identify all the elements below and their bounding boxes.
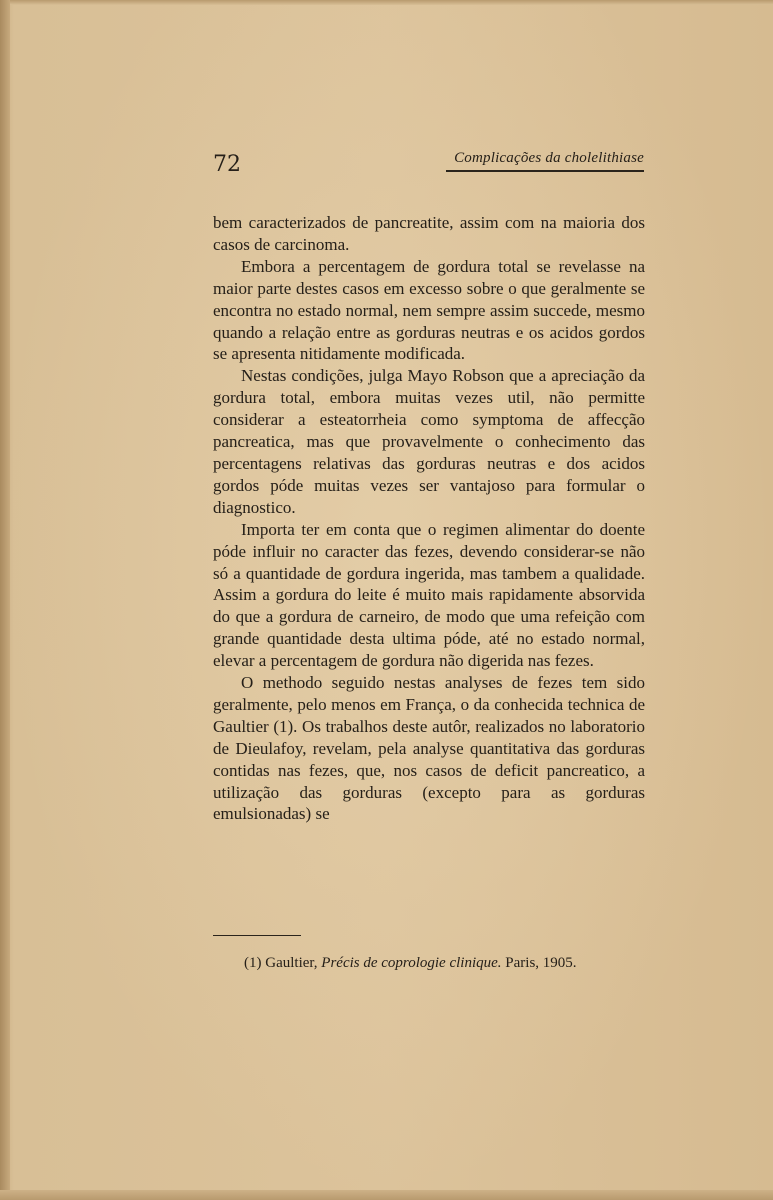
footnote-rule: [213, 935, 301, 936]
paragraph: Embora a percentagem de gordura total se revelasse na maior parte destes casos em excesso sobre o que geralmente se encontra no estado normal, nem sempre assim succede, mesmo quando a relação entre as gorduras neutras e os acidos gordos se apresenta nitidamente modificada.: [213, 256, 645, 364]
body-text: [213, 212, 645, 825]
running-title: Complicações da cholelithiase: [454, 150, 644, 166]
page-number: 72: [213, 152, 241, 177]
page-top-edge: [0, 0, 773, 5]
paragraph-continued: bem caracterizados de pancreatite, assim com na maioria dos casos de carcinoma.: [213, 213, 645, 254]
footnote: [244, 955, 577, 972]
footnote-rest: Paris, 1905.: [505, 955, 577, 971]
page-bottom-edge: [0, 1190, 773, 1200]
footnote-title: Précis de coprologie clinique.: [321, 955, 502, 971]
page-left-edge: [0, 0, 10, 1200]
paragraph: O methodo seguido nestas analyses de fezes tem sido geralmente, pelo menos em França, o da conhecida technica de Gaultier (1). Os trabalhos deste autôr, realizados no laboratorio de Dieulafoy, revelam, pela analyse quantitativa das gorduras contidas nas fezes, que, nos casos de deficit pancreatico, a utilização das gorduras (excepto para as gorduras emulsionadas) se: [213, 673, 645, 824]
footnote-marker: (1) Gaultier,: [244, 955, 318, 971]
header-rule: [446, 170, 644, 172]
paragraph: Nestas condições, julga Mayo Robson que a apreciação da gordura total, embora muitas vezes util, não permitte considerar a esteatorrheia como symptoma de affecção pancreatica, mas que provavelmente o conhecimento das percentagens relativas das gorduras neutras e dos acidos gordos póde muitas vezes ser vantajoso para formular o diagnostico.: [213, 366, 645, 517]
paragraph: Importa ter em conta que o regimen alimentar do doente póde influir no caracter das fezes, devendo considerar-se não só a quantidade de gordura ingerida, mas tambem a qualidade. Assim a gordura do leite é muito mais rapidamente absorvida do que a gordura de carneiro, de modo que uma refeição com grande quantidade desta ultima póde, até no estado normal, elevar a percentagem de gordura não digerida nas fezes.: [213, 519, 645, 671]
page-header: [213, 148, 644, 178]
